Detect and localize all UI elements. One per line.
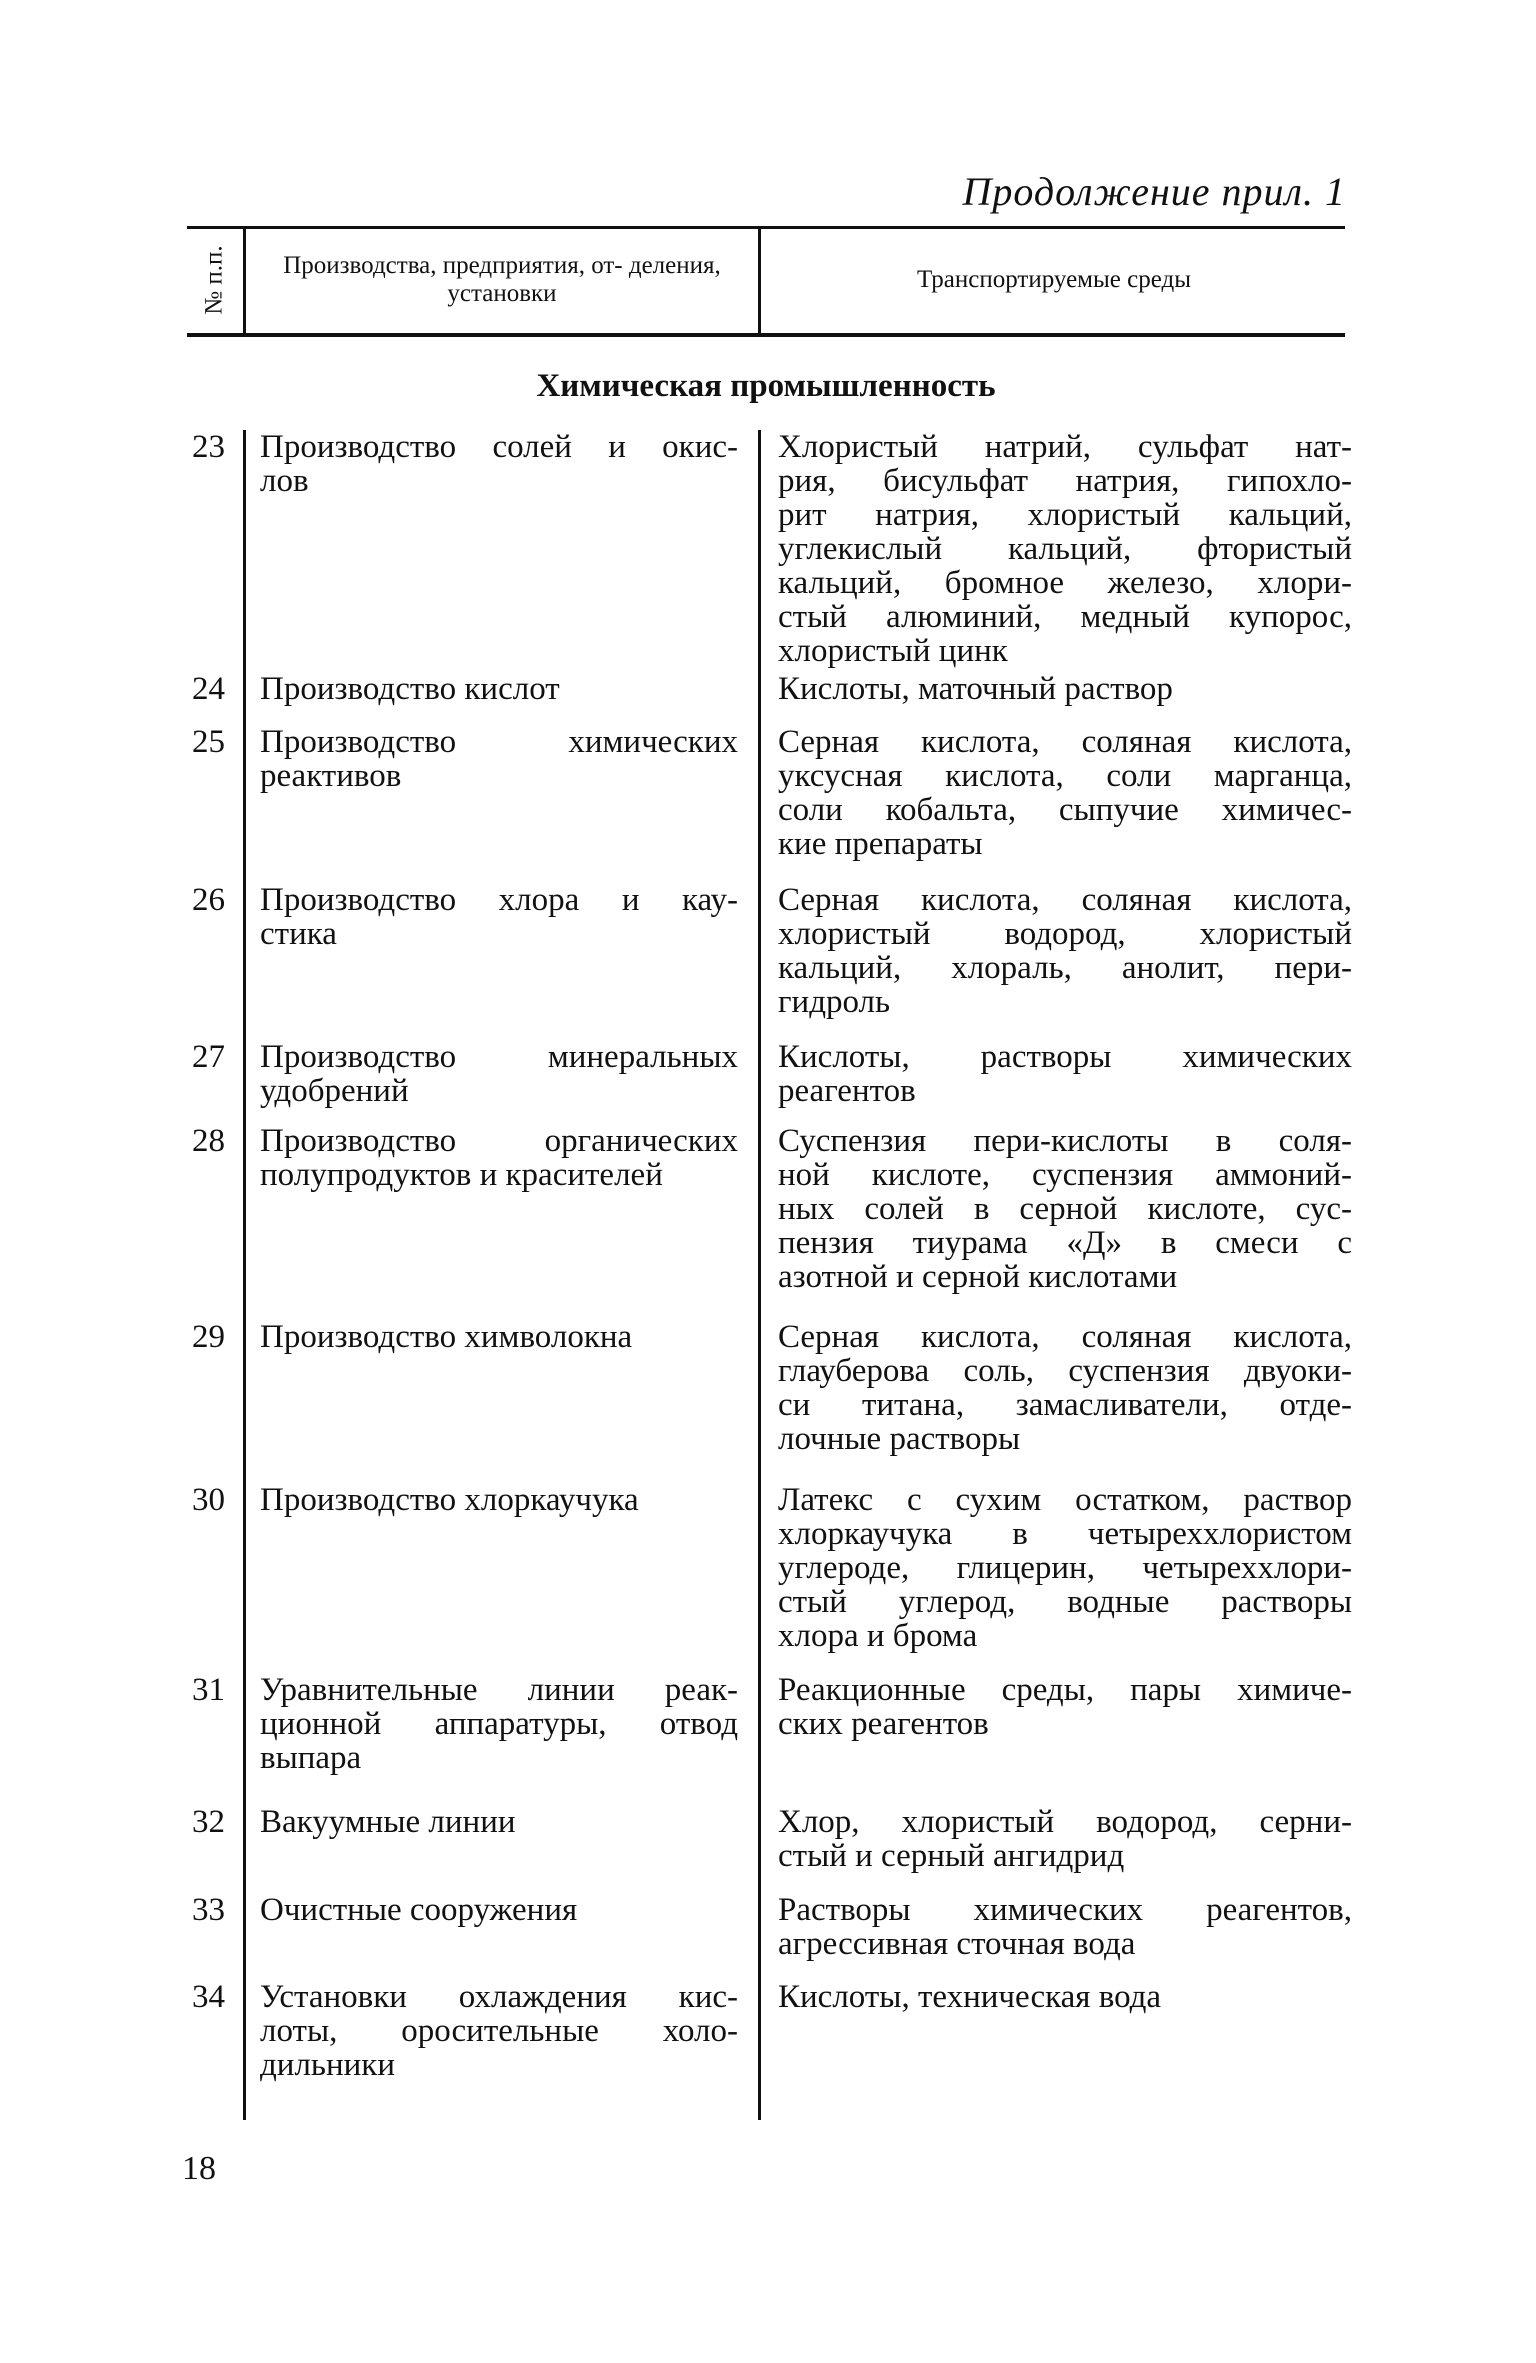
media-cell: [778, 1805, 1352, 1873]
column-header-media: Транспортируемые среды: [916, 265, 1192, 293]
cell-line: стый и серный ангидрид: [778, 1838, 1125, 1874]
production-cell: [260, 1124, 738, 1192]
cell-line: рит натрия, хлористый кальций,: [778, 497, 1352, 533]
media-cell: [778, 725, 1352, 861]
continuation-label: Продолжение прил. 1: [962, 169, 1346, 214]
cell-line: соли кобальта, сыпучие химичес-: [778, 792, 1352, 828]
row-number: 30: [192, 1482, 225, 1518]
row-number: 31: [192, 1672, 225, 1708]
row-number: 29: [192, 1319, 225, 1355]
production-cell: [260, 725, 738, 793]
cell-line: Хлористый натрий, сульфат нат-: [778, 429, 1352, 465]
column-header-number: № п.п.: [201, 244, 228, 315]
cell-line: углероде, глицерин, четыреххлори-: [778, 1550, 1352, 1586]
cell-line: лоты, оросительные холо-: [260, 2013, 738, 2049]
media-cell: [778, 883, 1352, 1019]
media-cell: [778, 1483, 1352, 1653]
cell-line: гидроль: [778, 984, 891, 1020]
cell-line: Производство солей и окис-: [260, 429, 738, 465]
production-cell: [260, 1040, 738, 1108]
cell-line: ционной аппаратуры, отвод: [260, 1706, 738, 1742]
cell-line: Кислоты, растворы химических: [778, 1039, 1352, 1075]
section-title: Химическая промышленность: [536, 368, 996, 404]
cell-line: ных солей в серной кислоте, сус-: [778, 1191, 1352, 1227]
row-number: 33: [192, 1892, 225, 1928]
row-number: 26: [192, 882, 225, 918]
production-cell: [260, 1893, 738, 1927]
cell-line: лочные растворы: [778, 1421, 1021, 1457]
column-header-production: Производства, предприятия, от- деления, установки: [283, 251, 721, 307]
header-divider-1: [243, 226, 246, 333]
cell-line: удобрений: [260, 1073, 409, 1109]
media-cell: [778, 1893, 1352, 1961]
cell-line: Серная кислота, соляная кислота,: [778, 1319, 1352, 1355]
row-number: 32: [192, 1804, 225, 1840]
cell-line: Производство органических: [260, 1123, 738, 1159]
cell-line: стика: [260, 916, 337, 952]
cell-line: кальций, хлораль, анолит, пери-: [778, 950, 1352, 986]
cell-line: уксусная кислота, соли марганца,: [778, 758, 1352, 794]
cell-line: Кислоты, маточный раствор: [778, 671, 1173, 707]
cell-line: Производство хлора и кау-: [260, 882, 738, 918]
cell-line: хлористый водород, хлористый: [778, 916, 1352, 952]
cell-line: агрессивная сточная вода: [778, 1926, 1136, 1962]
cell-line: Растворы химических реагентов,: [778, 1892, 1352, 1928]
table-head-rule: [187, 333, 1345, 337]
row-number: 34: [192, 1979, 225, 2015]
cell-line: Кислоты, техническая вода: [778, 1979, 1162, 2015]
cell-line: кальций, бромное железо, хлори-: [778, 565, 1352, 601]
cell-line: ной кислоте, суспензия аммоний-: [778, 1157, 1352, 1193]
production-cell: [260, 672, 738, 706]
cell-line: си титана, замасливатели, отде-: [778, 1387, 1352, 1423]
cell-line: Хлор, хлористый водород, серни-: [778, 1804, 1352, 1840]
header-divider-2: [758, 226, 761, 333]
production-cell: [260, 1980, 738, 2082]
cell-line: Уравнительные линии реак-: [260, 1672, 738, 1708]
production-cell: [260, 1805, 738, 1839]
cell-line: лов: [260, 463, 309, 499]
production-cell: [260, 1320, 738, 1354]
cell-line: реактивов: [260, 758, 402, 794]
cell-line: рия, бисульфат натрия, гипохло-: [778, 463, 1352, 499]
cell-line: Вакуумные линии: [260, 1804, 516, 1840]
cell-line: Серная кислота, соляная кислота,: [778, 882, 1352, 918]
cell-line: стый углерод, водные растворы: [778, 1584, 1352, 1620]
page-number: 18: [182, 2150, 216, 2187]
cell-line: пензия тиурама «Д» в смеси с: [778, 1225, 1352, 1261]
cell-line: Реакционные среды, пары химиче-: [778, 1672, 1352, 1708]
production-cell: [260, 1483, 738, 1517]
cell-line: Производство химических: [260, 724, 738, 760]
row-number: 24: [192, 671, 225, 707]
cell-line: Производство хлоркаучука: [260, 1482, 639, 1518]
cell-line: Производство минеральных: [260, 1039, 738, 1075]
cell-line: ских реагентов: [778, 1706, 989, 1742]
cell-line: выпара: [260, 1740, 362, 1776]
cell-line: Серная кислота, соляная кислота,: [778, 724, 1352, 760]
cell-line: реагентов: [778, 1073, 916, 1109]
cell-line: Производство химволокна: [260, 1319, 633, 1355]
cell-line: глауберова соль, суспензия двуоки-: [778, 1353, 1352, 1389]
cell-line: хлора и брома: [778, 1618, 978, 1654]
media-cell: [778, 1040, 1352, 1108]
media-cell: [778, 430, 1352, 668]
media-cell: [778, 1320, 1352, 1456]
row-number: 25: [192, 724, 225, 760]
media-cell: [778, 1980, 1352, 2014]
production-cell: [260, 1673, 738, 1775]
row-number: 27: [192, 1039, 225, 1075]
cell-line: Латекс с сухим остатком, раствор: [778, 1482, 1352, 1518]
cell-line: хлористый цинк: [778, 633, 1008, 669]
cell-line: хлоркаучука в четыреххлористом: [778, 1516, 1352, 1552]
cell-line: полупродуктов и красителей: [260, 1157, 663, 1193]
row-number: 28: [192, 1123, 225, 1159]
body-divider-1: [243, 430, 246, 2120]
cell-line: Суспензия пери-кислоты в соля-: [778, 1123, 1352, 1159]
cell-line: Очистные сооружения: [260, 1892, 578, 1928]
cell-line: углекислый кальций, фтористый: [778, 531, 1352, 567]
cell-line: кие препараты: [778, 826, 983, 862]
cell-line: Установки охлаждения кис-: [260, 1979, 738, 2015]
production-cell: [260, 883, 738, 951]
media-cell: [778, 672, 1352, 706]
media-cell: [778, 1124, 1352, 1294]
cell-line: Производство кислот: [260, 671, 560, 707]
body-divider-2: [758, 430, 761, 2120]
production-cell: [260, 430, 738, 498]
cell-line: стый алюминий, медный купорос,: [778, 599, 1352, 635]
cell-line: азотной и серной кислотами: [778, 1259, 1178, 1295]
media-cell: [778, 1673, 1352, 1741]
row-number: 23: [192, 429, 225, 465]
cell-line: дильники: [260, 2047, 395, 2083]
